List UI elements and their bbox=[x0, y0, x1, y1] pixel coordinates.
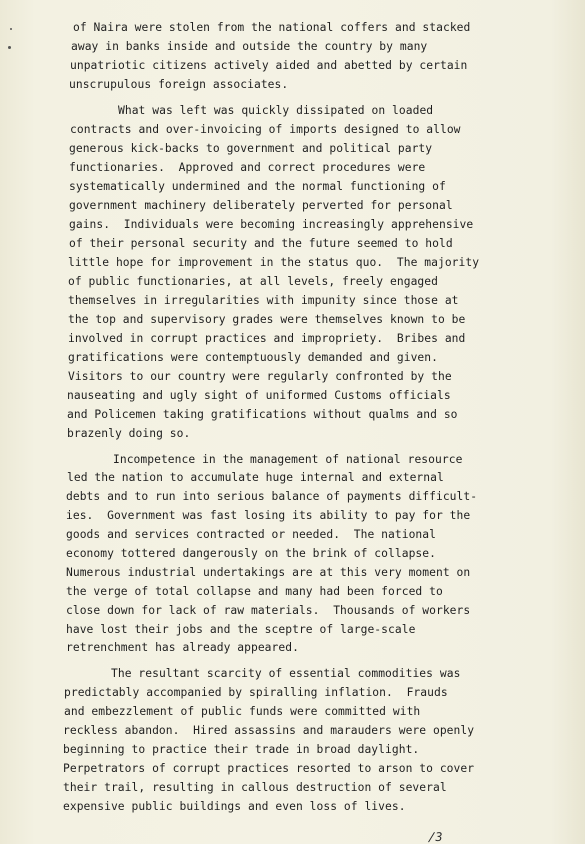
text-line: expensive public buildings and even loss of lives. bbox=[63, 800, 406, 813]
text-line: the top and supervisory grades were themselves known to be bbox=[68, 313, 466, 326]
text-line: away in banks inside and outside the country by many bbox=[71, 40, 428, 53]
text-line: Incompetence in the management of national resource bbox=[113, 453, 463, 466]
text-line: gratifications were contemptuously demanded and given. bbox=[68, 351, 438, 364]
text-line: functionaries. Approved and correct procedures were bbox=[69, 161, 426, 174]
text-line: Numerous industrial undertakings are at this very moment on bbox=[66, 566, 471, 579]
page-number: /3 bbox=[427, 830, 444, 844]
text-line: Visitors to our country were regularly confronted by the bbox=[68, 370, 452, 383]
text-line: The resultant scarcity of essential commodities was bbox=[111, 667, 461, 680]
text-line: themselves in irregularities with impunity since those at bbox=[68, 294, 459, 307]
text-line: involved in corrupt practices and impropriety. Bribes and bbox=[68, 332, 466, 345]
text-line: of Naira were stolen from the national coffers and stacked bbox=[73, 21, 471, 34]
text-line: reckless abandon. Hired assassins and marauders were openly bbox=[63, 724, 475, 737]
text-line: of public functionaries, at all levels, freely engaged bbox=[68, 275, 438, 288]
text-line: close down for lack of raw materials. Thousands of workers bbox=[66, 604, 471, 617]
text-line: government machinery deliberately perverted for personal bbox=[69, 199, 453, 212]
margin-dot bbox=[10, 28, 12, 30]
text-line: generous kick-backs to government and political party bbox=[69, 142, 433, 155]
text-line: unscrupulous foreign associates. bbox=[69, 78, 289, 91]
text-line: Perpetrators of corrupt practices resorted to arson to cover bbox=[63, 762, 475, 775]
margin-dot bbox=[8, 46, 11, 49]
text-line: the verge of total collapse and many had been forced to bbox=[66, 585, 443, 598]
text-line: debts and to run into serious balance of payments difficult- bbox=[66, 490, 478, 503]
text-line: and embezzlement of public funds were committed with bbox=[64, 705, 421, 718]
text-line: systematically undermined and the normal functioning of bbox=[69, 180, 446, 193]
text-line: What was left was quickly dissipated on loaded bbox=[118, 104, 434, 117]
text-line: beginning to practice their trade in broad daylight. bbox=[63, 743, 420, 756]
text-line: ies. Government was fast losing its ability to pay for the bbox=[66, 509, 471, 522]
text-line: retrenchment has already appeared. bbox=[66, 641, 299, 654]
text-line: gains. Individuals were becoming increasingly apprehensive bbox=[69, 218, 474, 231]
text-line: nauseating and ugly sight of uniformed Customs officials bbox=[67, 389, 451, 402]
text-line: predictably accompanied by spiralling inflation. Frauds bbox=[64, 686, 448, 699]
text-line: goods and services contracted or needed. The national bbox=[66, 528, 436, 541]
text-line: little hope for improvement in the status quo. The majority bbox=[68, 256, 480, 269]
text-line: have lost their jobs and the sceptre of large-scale bbox=[66, 623, 416, 636]
text-line: led the nation to accumulate huge internal and external bbox=[67, 471, 444, 484]
text-line: of their personal security and the future seemed to hold bbox=[69, 237, 453, 250]
text-line: economy tottered dangerously on the brink of collapse. bbox=[66, 547, 436, 560]
text-line: contracts and over-invoicing of imports designed to allow bbox=[70, 123, 461, 136]
text-line: their trail, resulting in callous destruction of several bbox=[63, 781, 447, 794]
text-line: brazenly doing so. bbox=[67, 427, 191, 440]
text-line: unpatriotic citizens actively aided and abetted by certain bbox=[70, 59, 468, 72]
text-line: and Policemen taking gratifications without qualms and so bbox=[67, 408, 458, 421]
